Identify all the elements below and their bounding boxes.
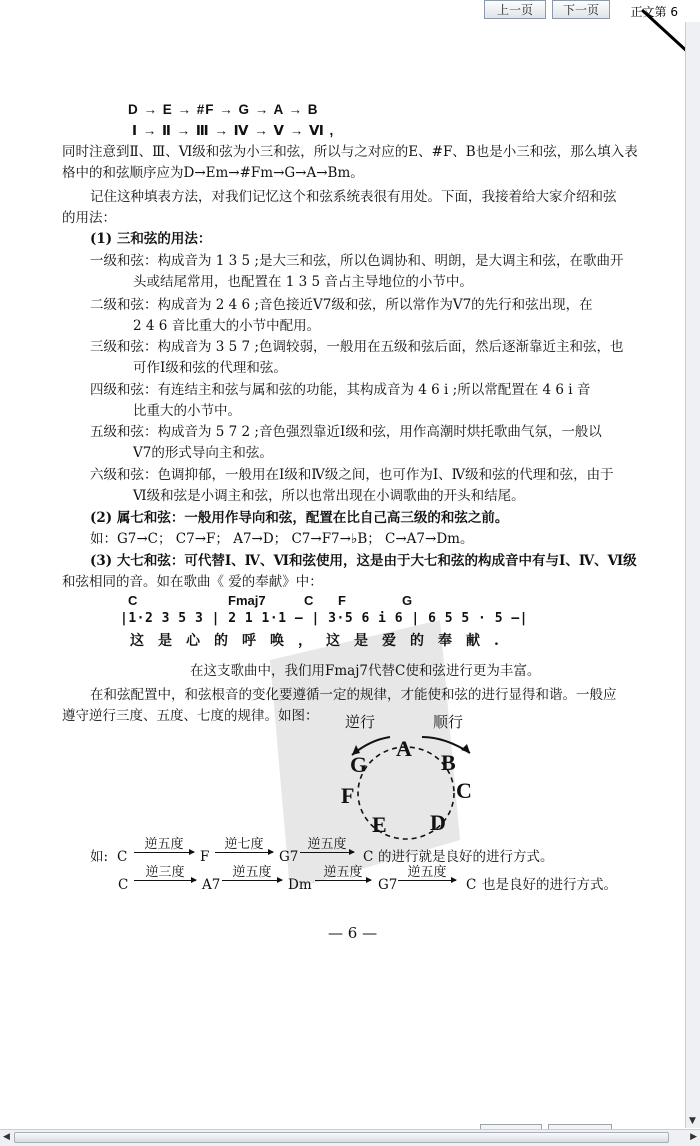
circle-note-d: D (430, 810, 446, 835)
arrow-line (134, 852, 194, 853)
scroll-right-arrow-icon[interactable]: ▶ (690, 1132, 697, 1142)
score-notation: |1·2 3 5 3 | 2 1 1·1 — | 3·5 6 i 6 | 6 5 5 · 5 —| (120, 611, 529, 626)
chord-desc-line: Ⅵ级和弦是小调主和弦，所以也常出现在小调歌曲的开头和结尾。 (133, 488, 525, 504)
circle-note-a: A (396, 736, 412, 761)
chord-desc-line: 六级和弦：色调抑郁，一般用在Ⅰ级和Ⅳ级之间，也可作为Ⅰ、Ⅳ级和弦的代理和弦，由于 (90, 467, 614, 483)
example-chord: C (363, 849, 374, 865)
arrow-line (215, 852, 273, 853)
chord-desc-line: 一级和弦：构成音为 1 3 5 ;是大三和弦，所以色调协和、明朗，是大调主和弦，在歌曲开 (90, 253, 624, 269)
arrow-label: 逆五度 (407, 865, 447, 880)
example-chord: C (118, 877, 129, 893)
paragraph-line: 的用法： (62, 210, 116, 226)
chord-desc-line: 三级和弦：构成音为 3 5 7 ;色调较弱，一般用在五级和弦后面，然后逐渐靠近主和弦，也 (90, 339, 624, 355)
circle-arrows (330, 715, 500, 845)
chord-desc-line: 比重大的小节中。 (133, 403, 241, 419)
progression-arrow (215, 838, 273, 853)
example-chord: C (466, 877, 477, 893)
example-prefix: 如: (90, 849, 109, 865)
paragraph-line: 在这支歌曲中，我们用Fmaj7代替C使和弦进行更为丰富。 (190, 663, 541, 679)
progression-arrow (398, 866, 456, 881)
score-chord: C (304, 593, 314, 608)
example-chord: F (200, 849, 210, 865)
paragraph-line: 在和弦配置中，和弦根音的变化要遵循一定的规律，才能使和弦的进行显得和谐。一般应 (90, 687, 617, 703)
arrow-label: 逆七度 (224, 837, 264, 852)
progression-arrow (300, 838, 354, 853)
progression-arrow (134, 866, 196, 881)
dominant-examples: 如：G7→C； C7→F； A7→D； C7→F7→♭B； C→A7→Dm。 (90, 531, 474, 547)
score-chord: F (338, 593, 346, 608)
paragraph-line: 格中的和弦顺序应为D→Em→#Fm→G→A→Bm。 (62, 165, 364, 181)
scroll-left-arrow-icon[interactable]: ◀ (3, 1132, 10, 1142)
chord-desc-line: 二级和弦：构成音为 2 4 6 ;音色接近Ⅴ7级和弦，所以常作为Ⅴ7的先行和弦出现，在 (90, 297, 593, 313)
page-number: — 6 — (328, 924, 378, 942)
horizontal-scrollbar[interactable] (0, 1129, 700, 1146)
chord-desc-line: 头或结尾常用，也配置在 1 3 5 音占主导地位的小节中。 (133, 274, 473, 290)
prev-page-button[interactable]: 上一页 (484, 0, 546, 19)
degree-chain: Ⅰ → Ⅱ → Ⅲ → Ⅳ → Ⅴ → Ⅵ , (132, 123, 335, 138)
circle-note-b: B (441, 750, 456, 775)
example-chord: Dm (288, 877, 312, 893)
progression-arrow (222, 866, 282, 881)
paragraph-line: 记住这种填表方法，对我们记忆这个和弦系统表很有用处。下面，我接着给大家介绍和弦 (90, 189, 617, 205)
example-suffix: 的进行就是良好的进行方式。 (378, 849, 554, 865)
circle-note-f: F (341, 783, 355, 808)
viewer-toolbar (0, 0, 700, 22)
next-page-button[interactable]: 下一页 (552, 0, 610, 19)
page-indicator: 正文第 6 (630, 5, 678, 19)
arrow-line (315, 880, 371, 881)
section-heading: (1) 三和弦的用法： (90, 231, 212, 247)
arrow-line (134, 880, 196, 881)
example-chord: G7 (279, 849, 299, 865)
arrow-label: 逆五度 (307, 837, 347, 852)
paragraph-line: 同时注意到Ⅱ、Ⅲ、Ⅵ级和弦为小三和弦，所以与之对应的E、#F、B也是小三和弦，那么填入表 (62, 144, 638, 160)
progression-arrow (315, 866, 371, 881)
chord-desc-line: 2 4 6 音比重大的小节中配用。 (133, 318, 321, 334)
progression-arrow (134, 838, 194, 853)
section-heading: (3) 大七和弦：可代替Ⅰ、Ⅳ、Ⅵ和弦使用，这是由于大七和弦的构成音中有与Ⅰ、Ⅳ、Ⅵ级 (90, 553, 637, 569)
example-chord: A7 (202, 877, 221, 893)
arrow-line (300, 852, 354, 853)
key-chain: D → E → #F → G → A → B (128, 102, 319, 117)
score-chord: C (128, 593, 138, 608)
score-lyrics: 这是心的呼唤，这是爱的奉献. (130, 633, 513, 649)
paragraph-line: 和弦相同的音。如在歌曲《 爱的奉献》中： (62, 574, 323, 590)
arrow-label: 逆五度 (323, 865, 363, 880)
scroll-down-arrow-icon[interactable]: ▼ (689, 1116, 696, 1126)
circle-note-c: C (456, 778, 472, 803)
chord-desc-line: 可作Ⅰ级和弦的代理和弦。 (133, 360, 287, 376)
forward-direction-label: 顺行 (433, 713, 464, 731)
circle-note-g: G (350, 752, 368, 777)
chord-desc-line: 五级和弦：构成音为 5 7 2 ;音色强烈靠近Ⅰ级和弦，用作高潮时烘托歌曲气氛，一般以 (90, 424, 602, 440)
arrow-line (222, 880, 282, 881)
reverse-direction-label: 逆行 (345, 713, 376, 731)
horizontal-scroll-thumb[interactable] (14, 1132, 669, 1143)
score-chord: Fmaj7 (228, 593, 266, 608)
vertical-scrollbar[interactable] (685, 22, 700, 1128)
example-chord: C (117, 849, 128, 865)
example-suffix: 也是良好的进行方式。 (482, 877, 617, 893)
example-chord: G7 (378, 877, 398, 893)
chord-desc-line: 四级和弦：有连结主和弦与属和弦的功能，其构成音为 4 6 i ;所以常配置在 4 6 i 音 (90, 382, 591, 398)
arrow-label: 逆五度 (144, 837, 184, 852)
paragraph-line: 遵守逆行三度、五度、七度的规律。如图： (62, 708, 319, 724)
arrow-label: 逆三度 (145, 865, 185, 880)
circle-note-e: E (372, 812, 387, 837)
arrow-line (398, 880, 456, 881)
arrow-label: 逆五度 (232, 865, 272, 880)
chord-desc-line: Ⅴ7的形式导向主和弦。 (133, 445, 273, 461)
score-chord: G (402, 593, 413, 608)
section-heading: (2) 属七和弦：一般用作导向和弦，配置在比自己高三级的和弦之前。 (90, 510, 509, 526)
